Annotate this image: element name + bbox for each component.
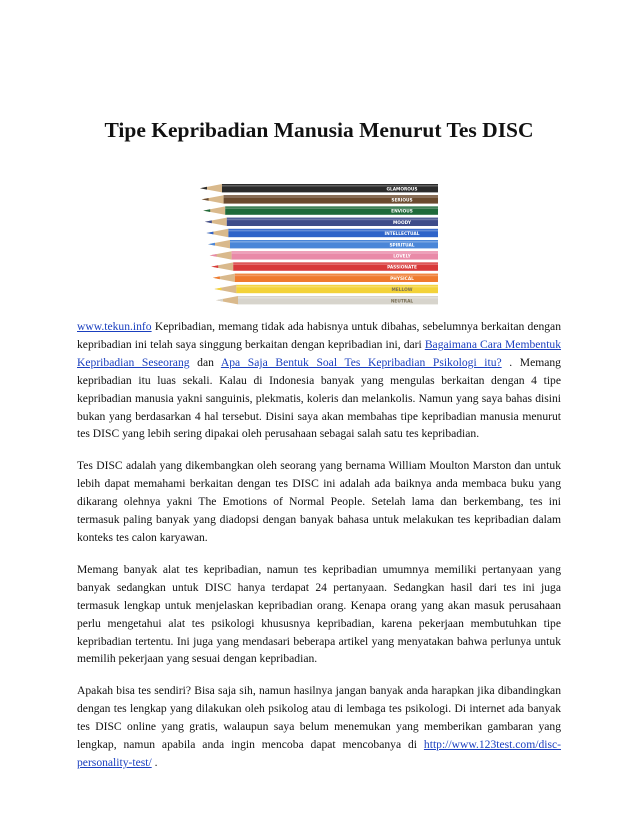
pencil-moody [205, 218, 438, 226]
pencil-label: PASSIONATE [387, 265, 417, 271]
paragraph-1-text-a: Kepribadian, memang tidak ada habisnya untuk dibahas, sebelumnya berkaitan dengan kepribadian ini telah saya singgung berkaitan dengan kepribadian ini, dari [77, 320, 561, 351]
pencil-neutral [216, 296, 438, 304]
pencil-passionate [211, 262, 438, 270]
pencil-label: SPIRITUAL [389, 243, 415, 249]
tekun-link[interactable]: www.tekun.info [77, 320, 152, 333]
pencil-intellectual [206, 229, 438, 237]
soal-tes-link[interactable]: Apa Saja Bentuk Soal Tes Kepribadian Psikologi itu? [220, 355, 502, 369]
disc-test-link[interactable]: http://www.123test.com/disc-personality-test/ [77, 738, 561, 769]
pencils-illustration [190, 178, 448, 310]
paragraph-2: Tes DISC adalah yang dikembangkan oleh seorang yang bernama William Moulton Marston dan untuk lebih dapat memahami berkaitan dengan tes DISC ini adalah ada baiknya anda membaca buku yang dikarang olehnya yakni The Emotions of Normal People. Setelah lama dan berkembang, tes ini termasuk paling banyak yang diadopsi dengan banyak bahasa untuk melakukan tes kepribadian dalam konteks tes calon karyawan. [77, 459, 561, 544]
kepribadian-link[interactable]: Bagaimana Cara Membentuk Kepribadian Seseorang [77, 337, 562, 369]
pencil-label: LOVELY [393, 254, 411, 260]
paragraph-4 [77, 682, 561, 772]
pencil-envious [203, 206, 438, 214]
pencil-serious [202, 195, 438, 203]
article-body [77, 318, 561, 786]
pencil-label: SERIOUS [391, 198, 413, 204]
paragraph-4-text: Apakah bisa tes sendiri? Bisa saja sih, namun hasilnya jangan banyak anda harapkan jika dibandingkan dengan tes lengkap yang dilakukan oleh psikolog atau di lembaga tes psikologi. Di internet ada banyak tes DISC online yang gratis, walaupun saya belum menemukan yang memberikan gambaran yang lengkap, namun apabila anda ingin mencoba dapat mencobanya di [77, 684, 561, 752]
paragraph-1-text-c: . Memang kepribadian itu luas sekali. Kalau di Indonesia banyak yang mengulas berkaitan dengan 4 tipe kepribadian manusia yakni sanguinis, plekmatis, koleris dan melankolis. Namun yang saya bahas disini bukan yang berdasarkan 4 hal tersebut. Disini saya akan membahas tipe kepribadian manusia menurut tes DISC yang lebih sering dipakai oleh perusahaan sebagai salah satu tes kepribadian. [77, 355, 561, 441]
pencil-label: MELLOW [391, 288, 413, 294]
pencil-label: ENVIOUS [391, 209, 413, 215]
paragraph-4-tail: . [151, 755, 158, 769]
pencil-label: MOODY [393, 220, 411, 226]
pencil-label: INTELLECTUAL [384, 232, 420, 238]
paragraph-3: Memang banyak alat tes kepribadian, namun tes kepribadian umumnya memiliki pertanyaan yang banyak sedangkan untuk DISC hanya terdapat 24 pertanyaan. Sedangkan hasil dari tes ini juga termasuk lengkap untuk menjelaskan kepribadian orang. Kenapa orang yang akan masuk perusahaan perlu mengetahui alat tes psikologi khususnya kepribadian, karena pekerjaan membutuhkan tipe kepribadian tertentu. Ini juga yang mendasari beberapa artikel yang menyatakan bahwa perlunya untuk memilih pekerjaan yang sesuai dengan kepribadian. [77, 562, 561, 666]
pencils-image [190, 178, 448, 310]
paragraph-1 [77, 318, 561, 443]
pencil-mellow [214, 285, 438, 293]
pencil-physical [213, 274, 438, 282]
pencil-label: PHYSICAL [390, 276, 414, 282]
pencil-lovely [210, 251, 438, 259]
paragraph-1-text-b: dan [189, 355, 221, 369]
pencil-glamorous [200, 184, 438, 192]
pencil-label: NEUTRAL [390, 299, 414, 305]
pencil-label: GLAMOROUS [386, 187, 418, 193]
page-title: Tipe Kepribadian Manusia Menurut Tes DISC [104, 118, 534, 142]
pencil-spiritual [208, 240, 438, 248]
